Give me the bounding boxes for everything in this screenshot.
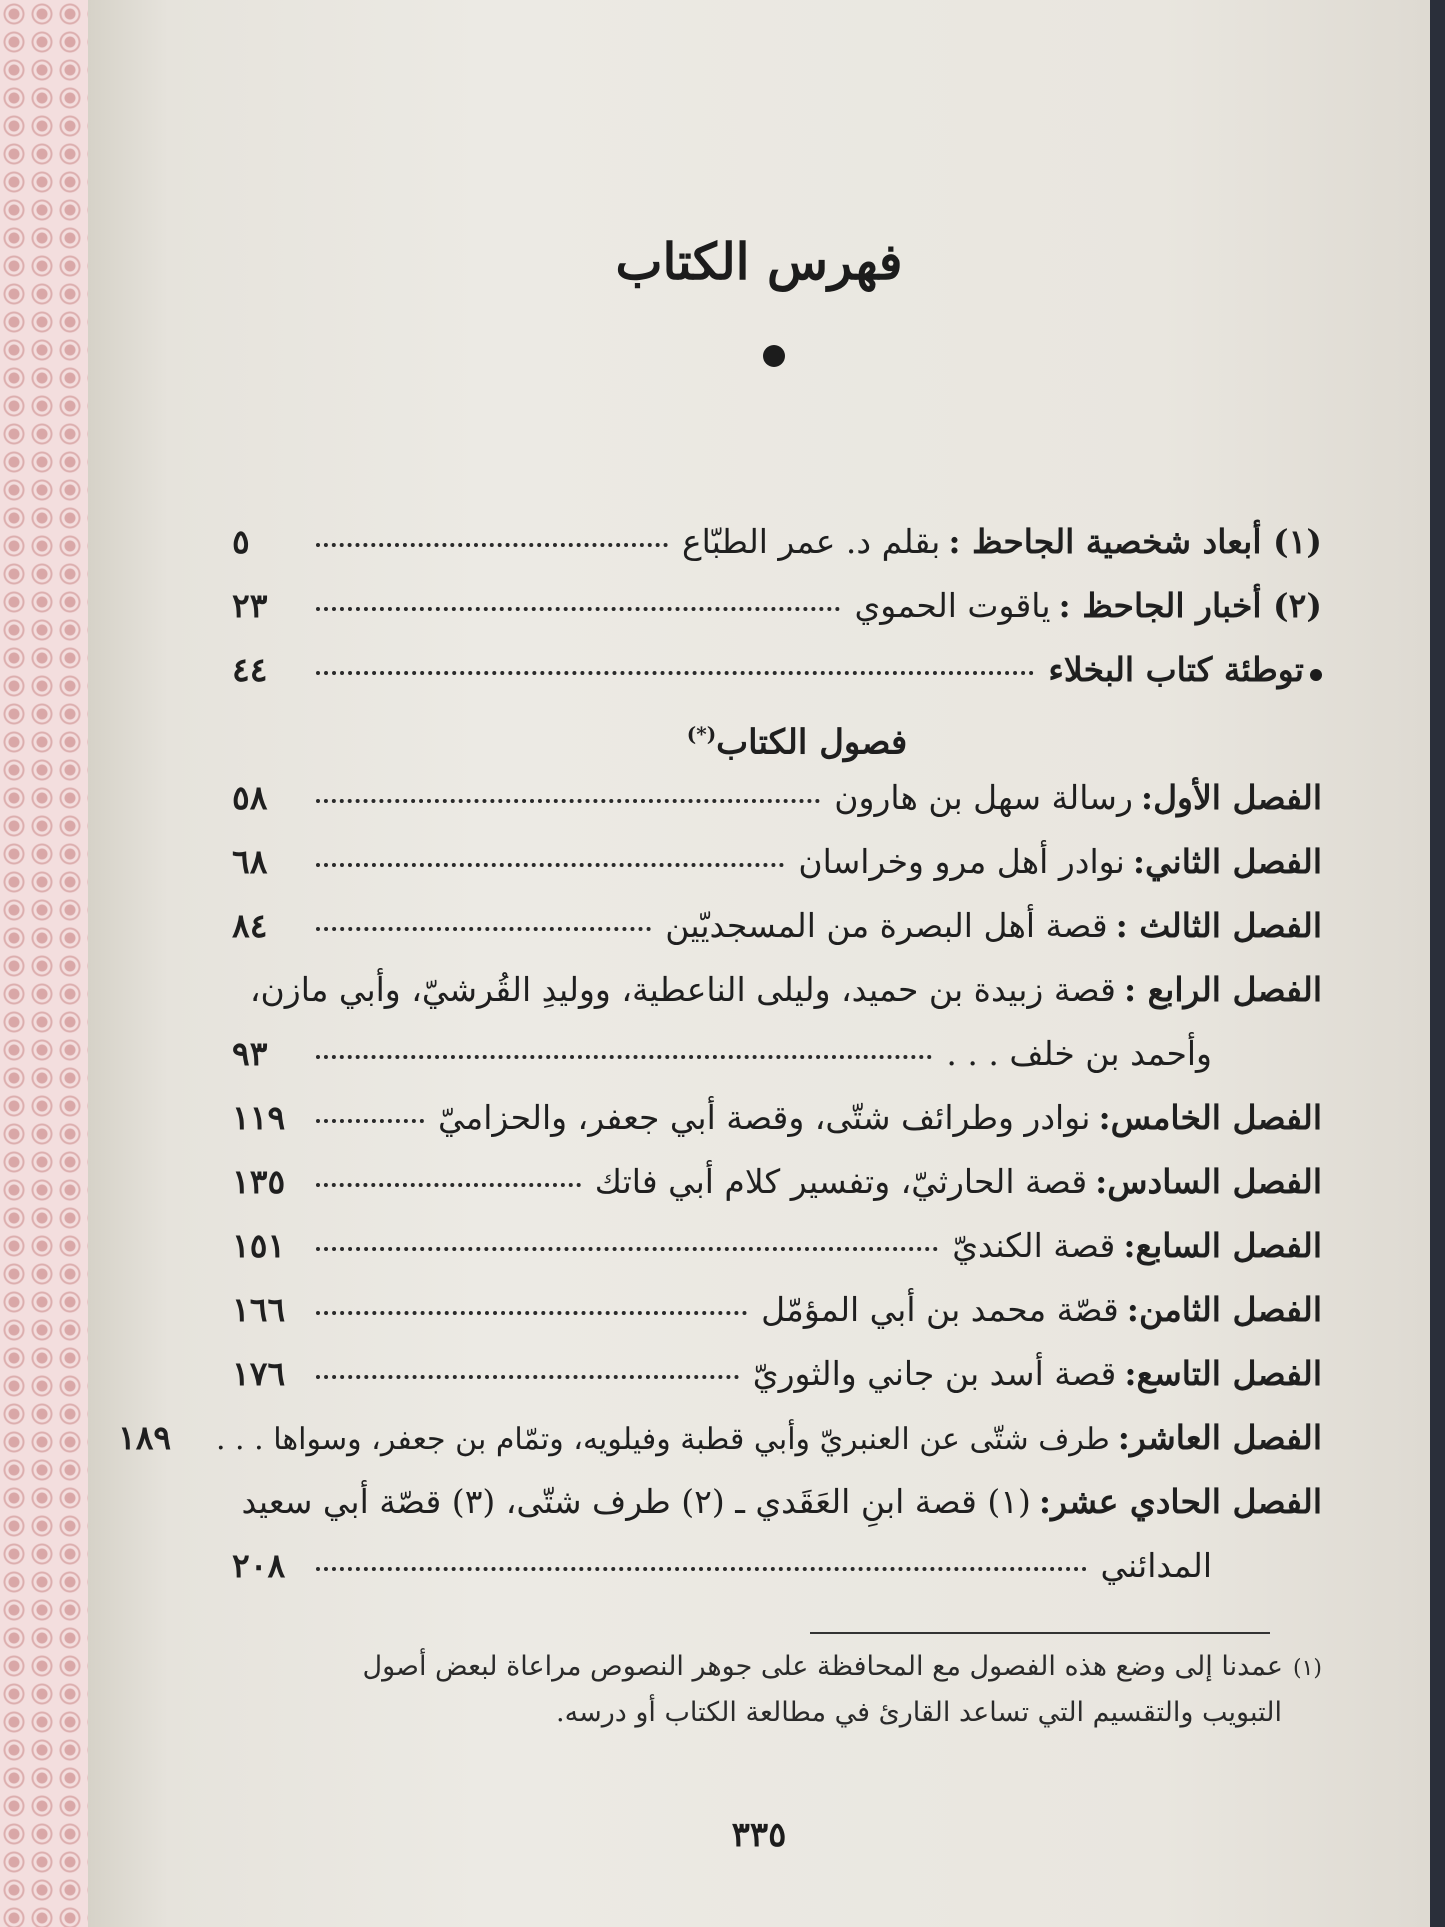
chapter-text-continued: وأحمد بن خلف . . . bbox=[946, 1034, 1212, 1073]
chapter-page: ١٣٥ bbox=[232, 1162, 286, 1201]
dot-leader bbox=[316, 671, 1034, 675]
chapter-page: ٨٤ bbox=[232, 906, 268, 945]
chapter-text: قصة أسد بن جاني والثوريّ bbox=[752, 1354, 1117, 1393]
chapter-text: قصة أهل البصرة من المسجديّين bbox=[665, 906, 1108, 945]
chapter-row bbox=[232, 1150, 1322, 1214]
table-of-contents bbox=[117, 510, 1322, 1598]
chapter-page: ٥٨ bbox=[232, 778, 268, 817]
entry-text: ياقوت الحموي bbox=[854, 586, 1051, 625]
dot-leader bbox=[316, 607, 840, 611]
chapter-row bbox=[232, 958, 1322, 1022]
chapter-page: ١٦٦ bbox=[232, 1290, 286, 1329]
chapter-label: الفصل الخامس: bbox=[1098, 1098, 1322, 1137]
dot-leader bbox=[316, 1183, 581, 1187]
chapter-label: الفصل الثاني: bbox=[1132, 842, 1322, 881]
entry-label: توطئة كتاب البخلاء bbox=[1048, 650, 1304, 689]
footnote-text: عمدنا إلى وضع هذه الفصول مع المحافظة على جوهر النصوص مراعاة لبعض أصول bbox=[362, 1651, 1283, 1682]
entry-page: ٢٣ bbox=[232, 586, 268, 625]
chapter-text: طرف شتّى عن العنبريّ وأبي قطبة وفيلويه، وتمّام بن جعفر، وسواها . . . bbox=[215, 1422, 1110, 1457]
chapter-label: الفصل الرابع : bbox=[1123, 970, 1322, 1009]
dot-leader bbox=[316, 1375, 739, 1379]
chapter-label: الفصل السابع: bbox=[1123, 1226, 1322, 1265]
chapter-text: نوادر أهل مرو وخراسان bbox=[798, 842, 1125, 881]
section-heading bbox=[232, 702, 1322, 766]
chapter-row-continued bbox=[232, 1022, 1322, 1086]
page-title: فهرس الكتاب bbox=[615, 232, 903, 291]
entry-label: (٢) أخبار الجاحظ : bbox=[1058, 586, 1322, 625]
footnote-line bbox=[212, 1645, 1322, 1691]
chapter-row-continued bbox=[232, 1534, 1322, 1598]
chapter-label: الفصل الثالث : bbox=[1115, 906, 1322, 945]
dot-leader bbox=[316, 1311, 747, 1315]
chapter-row bbox=[232, 1214, 1322, 1278]
chapter-text-continued: المدائني bbox=[1100, 1546, 1212, 1585]
toc-entry bbox=[232, 510, 1322, 574]
book-cover-edge bbox=[0, 0, 88, 1927]
footnote bbox=[212, 1645, 1322, 1735]
chapter-text: رسالة سهل بن هارون bbox=[834, 778, 1133, 817]
dot-leader bbox=[316, 1119, 424, 1123]
toc-entry bbox=[232, 574, 1322, 638]
dot-leader bbox=[316, 1247, 938, 1251]
chapter-row bbox=[232, 1470, 1322, 1534]
footnote-divider bbox=[810, 1632, 1270, 1634]
title-bullet-icon bbox=[763, 345, 785, 367]
entry-page: ٤٤ bbox=[232, 650, 268, 689]
chapter-label: الفصل الحادي عشر: bbox=[1038, 1482, 1322, 1521]
entry-label: (١) أبعاد شخصية الجاحظ : bbox=[948, 522, 1322, 561]
dot-leader bbox=[316, 1055, 932, 1059]
chapter-row bbox=[232, 766, 1322, 830]
dot-leader bbox=[316, 799, 820, 803]
dot-leader bbox=[316, 927, 651, 931]
chapter-text: نوادر وطرائف شتّى، وقصة أبي جعفر، والحزاميّ bbox=[438, 1098, 1091, 1137]
chapter-text: قصّة محمد بن أبي المؤمّل bbox=[761, 1290, 1119, 1329]
chapter-text: قصة الكنديّ bbox=[952, 1226, 1116, 1265]
entry-text: بقلم د. عمر الطبّاع bbox=[681, 522, 941, 561]
book-page bbox=[88, 0, 1430, 1927]
chapter-page: ٩٣ bbox=[232, 1034, 268, 1073]
dot-leader bbox=[316, 863, 784, 867]
chapter-text: قصة الحارثيّ، وتفسير كلام أبي فاتك bbox=[594, 1162, 1088, 1201]
chapter-label: الفصل التاسع: bbox=[1124, 1354, 1322, 1393]
chapter-label: الفصل السادس: bbox=[1095, 1162, 1322, 1201]
chapter-page: ١٨٩ bbox=[117, 1418, 172, 1457]
page-number: ٣٣٥ bbox=[731, 1815, 787, 1855]
chapter-row bbox=[232, 1278, 1322, 1342]
entry-page: ٥ bbox=[232, 522, 250, 561]
chapter-page: ٢٠٨ bbox=[232, 1546, 286, 1585]
chapter-row bbox=[232, 894, 1322, 958]
chapter-page: ١٧٦ bbox=[232, 1354, 286, 1393]
toc-entry bbox=[232, 638, 1322, 702]
section-marker: (*) bbox=[686, 722, 717, 746]
chapter-row bbox=[232, 830, 1322, 894]
footnote-number: (١) bbox=[1292, 1656, 1322, 1681]
chapter-label: الفصل الثامن: bbox=[1126, 1290, 1322, 1329]
chapter-text: (١) قصة ابنِ العَقَدي ـ (٢) طرف شتّى، (٣) قصّة أبي سعيد bbox=[241, 1482, 1031, 1521]
dot-leader bbox=[316, 1567, 1087, 1571]
dot-leader bbox=[316, 543, 668, 547]
bullet-icon bbox=[1310, 669, 1322, 681]
chapter-row bbox=[117, 1406, 1322, 1470]
chapter-row bbox=[232, 1086, 1322, 1150]
chapter-page: ١١٩ bbox=[232, 1098, 286, 1137]
chapter-label: الفصل العاشر: bbox=[1117, 1418, 1322, 1457]
chapter-text: قصة زبيدة بن حميد، وليلى الناعطية، ووليدِ القُرشيّ، وأبي مازن، bbox=[249, 970, 1116, 1009]
chapter-page: ١٥١ bbox=[232, 1226, 286, 1265]
chapter-page: ٦٨ bbox=[232, 842, 268, 881]
chapter-label: الفصل الأول: bbox=[1140, 778, 1322, 817]
chapter-row bbox=[232, 1342, 1322, 1406]
section-title: فصول الكتاب bbox=[716, 722, 908, 763]
footnote-text-continued: التبويب والتقسيم التي تساعد القارئ في مطالعة الكتاب أو درسه. bbox=[556, 1697, 1282, 1728]
